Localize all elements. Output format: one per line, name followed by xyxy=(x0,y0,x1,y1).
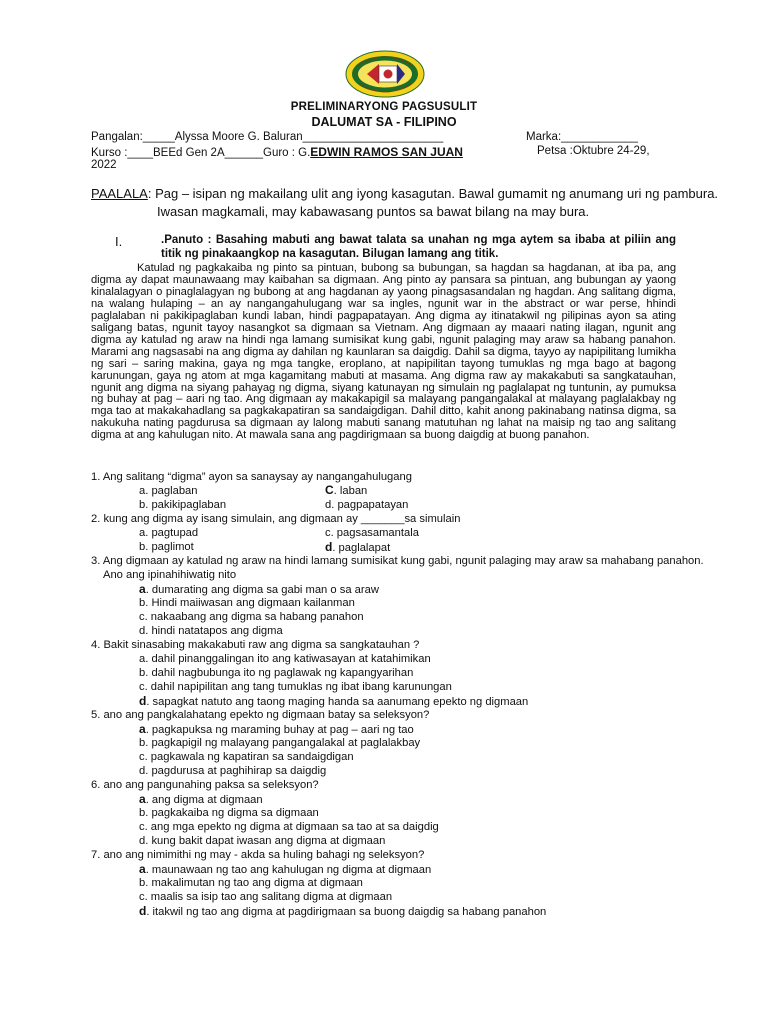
question-1-stem: 1. Ang salitang “digma” ayon sa sanaysay ay nangangahulugang xyxy=(91,471,412,483)
q3-option-c: c. nakaabang ang digma sa habang panahon xyxy=(139,611,364,623)
reading-passage: Katulad ng pagkakaiba ng pinto sa pintuan, bubong sa bubungan, sa hagdan sa hagdanan, at iba pa, ang digma ay dapat maunawaang may kaibahan sa digmaan. Ang pinto ay pansara sa pintuan, ang bubungan ay yaong kinalalagyan o pinaglalagyan ng bubong at ang hagdanan ay yaong pinagsasandalan ng hagdan. Ang salitang digma, na walang hulaping – an ay nangangahulugang war sa ingles, ngunit war in the abstract or war perse, hhindi paglalaban ni pakikipaglaban kundi laban, hindi pagpapatayan. Ang digma ay itinatakwil ng pilipinas ayon sa ating saligang batas, ngunit tayoy nasangkot sa digmaan sa Vietnam. Ang digmaan ay maaari nating ilagan, ngunit ang digma ay katulad ng araw na hindi nga lamang sumisikat kung gabi, ngunit palaging may araw sa habang panahon. Marami ang nagsasabi na ang digma ay dahilan ng kaunlaran sa daigdig. Dahil sa digma, tayyo ay napipilitang lumikha ng sari – saring makina, gaya ng mga tangke, eroplano, at napipilitan tayong tumuklas ng mga bago at bagong karunungan, gaya ng atom at mga kagamitang mabuti at masama. Ang digma raw ay makakabuti sa sangkatauhan, ngunit ang digma na siyang pahayag ng digma, siyang katunayan ng simulain ng paglalapat ng tuntunin, ay pumuksa ng buhay at pag – aari ng tao. Ang digmaan ay makakapigil sa malayang pangangalakal at malayang paglalakbay ng mga tao at makakahadlang sa pagkakapatiran sa sandaigdigan. Dahil ditto, kahit anong pakinabang natinsa digma, sa nakukuha nating pagdurusa sa digmaan ay lalong mabuti sanang matutuhan ng lahat na maisip ng tao ang salitang digma at ang kahulugan nito. At mawala sana ang pagdirigmaan sa buong daigdig at buong panahon. xyxy=(91,262,676,442)
q1-option-b: b. pakikipaglaban xyxy=(139,499,227,511)
question-2-stem: 2. kung ang digma ay isang simulain, ang digmaan ay _______sa simulain xyxy=(91,513,461,525)
q6-option-d: d. kung bakit dapat iwasan ang digma at digmaan xyxy=(139,835,386,847)
marka-line: ____________ xyxy=(561,131,638,143)
guro-label: Guro : G. xyxy=(263,147,311,159)
section-number: I. xyxy=(115,234,123,249)
q4-option-d: d. sapagkat natuto ang taong maging handa sa aanumang epekto ng digmaan xyxy=(139,694,529,708)
q4-option-b: b. dahil nagbubunga ito ng paglawak ng kapangyarihan xyxy=(139,667,414,679)
panuto-instructions: .Panuto : Basahing mabuti ang bawat talata sa unahan ng mga aytem sa ibaba at piliin ang titik ng pinakaangkop na kasagutan. Bilugan lamang ang titik. xyxy=(161,234,676,260)
question-5-stem: 5. ano ang pangkalahatang epekto ng digmaan batay sa seleksyon? xyxy=(91,709,430,721)
q3-option-a: a. dumarating ang digma sa gabi man o sa araw xyxy=(139,582,379,596)
q2-option-d: d. paglalapat xyxy=(325,540,391,554)
school-seal-logo xyxy=(345,50,425,98)
question-6-stem: 6. ano ang pangunahing paksa sa seleksyon? xyxy=(91,779,319,791)
q1-option-a: a. paglaban xyxy=(139,485,198,497)
question-3-stem-2: Ano ang ipinahihiwatig nito xyxy=(103,569,237,581)
paalala-line-1 xyxy=(91,186,718,201)
name-line: ______________________ xyxy=(302,131,444,143)
petsa-label: Petsa : xyxy=(537,145,573,157)
paalala-label: PAALALA xyxy=(91,186,148,201)
q7-option-d: d. itakwil ng tao ang digma at pagdirigmaan sa buong daigdig sa habang panahon xyxy=(139,904,547,918)
name-label: Pangalan:_____ xyxy=(91,131,175,143)
q2-option-c: c. pagsasamantala xyxy=(325,527,419,539)
q3-option-d: d. hindi natatapos ang digma xyxy=(139,625,283,637)
q5-option-c: c. pagkawala ng kapatiran sa sandaigdigan xyxy=(139,751,354,763)
q1-option-d: d. pagpapatayan xyxy=(325,499,409,511)
exam-title: PRELIMINARYONG PAGSUSULIT xyxy=(290,101,478,113)
marka-label: Marka: xyxy=(526,131,562,143)
q5-option-b: b. pagkapigil ng malayang pangangalakal at paglalakbay xyxy=(139,737,421,749)
q5-option-d: d. pagdurusa at paghihirap sa daigdig xyxy=(139,765,327,777)
petsa-value: Oktubre 24-29, xyxy=(572,145,650,157)
marka-row xyxy=(526,131,638,143)
q1-option-c: C. laban xyxy=(325,483,368,497)
q3-option-b: b. Hindi maiiwasan ang digmaan kailanman xyxy=(139,597,355,609)
q4-option-a: a. dahil pinanggalingan ito ang katiwasayan at katahimikan xyxy=(139,653,431,665)
q6-option-b: b. pagkakaiba ng digma sa digmaan xyxy=(139,807,319,819)
teacher-name: EDWIN RAMOS SAN JUAN xyxy=(310,145,463,159)
q2-option-a: a. pagtupad xyxy=(139,527,199,539)
subject-title: DALUMAT SA - FILIPINO xyxy=(311,115,457,129)
q6-option-a: a. ang digma at digmaan xyxy=(139,792,263,806)
q7-option-b: b. makalimutan ng tao ang digma at digmaan xyxy=(139,877,363,889)
kurso-value: BEEd Gen 2A xyxy=(153,147,225,159)
question-4-stem: 4. Bakit sinasabing makakabuti raw ang digma sa sangkatauhan ? xyxy=(91,639,420,651)
question-7-stem: 7. ano ang nimimithi ng may - akda sa huling bahagi ng seleksyon? xyxy=(91,849,425,861)
q7-option-c: c. maalis sa isip tao ang salitang digma at digmaan xyxy=(139,891,393,903)
q6-option-c: c. ang mga epekto ng digma at digmaan sa tao at sa daigdig xyxy=(139,821,439,833)
q5-option-a: a. pagkapuksa ng maraming buhay at pag – aari ng tao xyxy=(139,722,414,736)
kurso-line: ______ xyxy=(224,147,263,159)
name-row xyxy=(91,131,443,143)
student-name: Alyssa Moore G. Baluran xyxy=(174,131,303,143)
q4-option-c: c. dahil napipilitan ang tang tumuklas ng ibat ibang karunungan xyxy=(139,681,452,693)
year: 2022 xyxy=(91,159,117,171)
q7-option-a: a. maunawaan ng tao ang kahulugan ng digma at digmaan xyxy=(139,862,432,876)
kurso-label: Kurso :____ xyxy=(91,147,154,159)
paalala-text-2: Iwasan magkamali, may kabawasang puntos sa bawat bilang na may bura. xyxy=(157,204,590,219)
q2-option-b: b. paglimot xyxy=(139,541,194,553)
question-3-stem: 3. Ang digmaan ay katulad ng araw na hindi lamang sumisikat kung gabi, ngunit palaging may araw sa mahabang panahon. xyxy=(91,555,704,567)
paalala-text-1: : Pag – isipan ng makailang ulit ang iyong kasagutan. Bawal gumamit ng anumang uri ng pambura. xyxy=(147,186,719,201)
petsa-row xyxy=(537,145,650,157)
kurso-row xyxy=(91,145,463,159)
